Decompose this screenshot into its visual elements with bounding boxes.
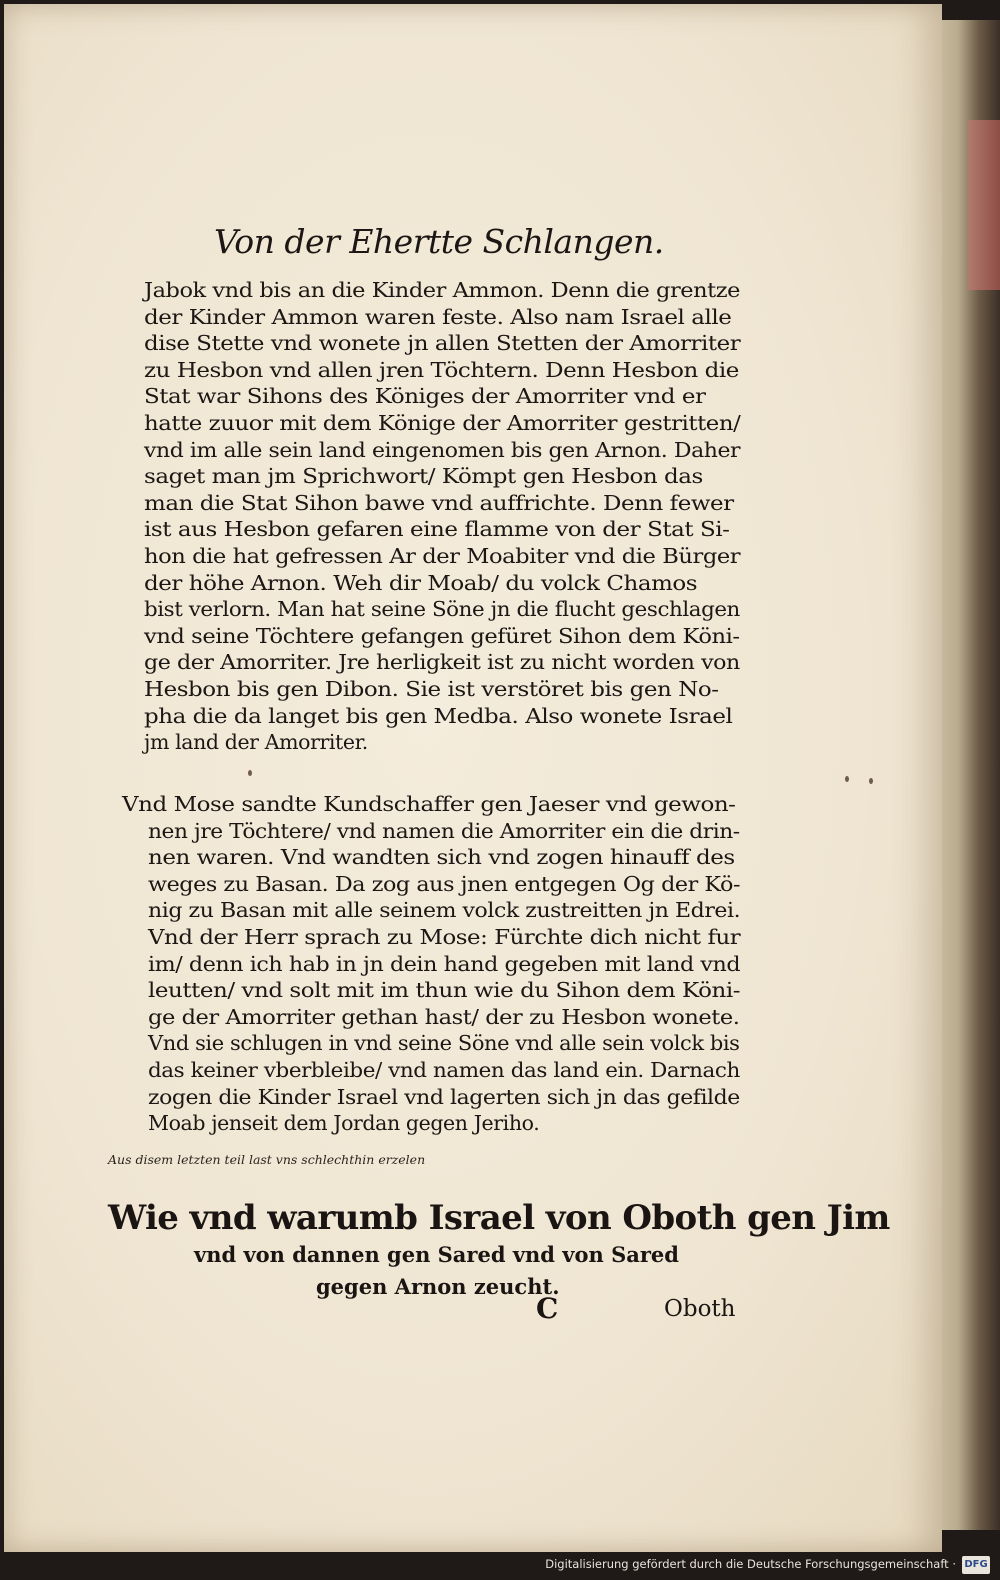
text-line: leutten/ vnd solt mit im thun wie du Sihon dem Köni-: [148, 978, 741, 1003]
text-line: hatte zuuor mit dem Könige der Amorriter gestritten/: [144, 411, 741, 435]
text-line: Hesbon bis gen Dibon. Sie ist verstöret bis gen No-: [144, 677, 719, 701]
catchword: Oboth: [664, 1296, 736, 1322]
footer-bar: [0, 1552, 1000, 1580]
book-page: [4, 4, 942, 1552]
text-line: saget man jm Sprichwort/ Kömpt gen Hesbon das: [144, 464, 703, 489]
red-bookmark-tab: [968, 120, 1000, 290]
text-line: nen jre Töchtere/ vnd namen die Amorriter ein die drin-: [148, 818, 740, 843]
text-line: ist aus Hesbon gefaren eine flamme von der Stat Si-: [144, 517, 730, 542]
text-line: zu Hesbon vnd allen jren Töchtern. Denn Hesbon die: [144, 357, 739, 382]
section-subtitle-line-1: vnd von dannen gen Sared vnd von Sared: [194, 1242, 679, 1267]
text-line: im/ denn ich hab in jn dein hand gegeben mit land vnd: [148, 951, 741, 976]
text-line: ge der Amorriter gethan hast/ der zu Hesbon wonete.: [148, 1004, 740, 1029]
text-line: Vnd der Herr sprach zu Mose: Fürchte dich nicht fur: [148, 925, 741, 949]
text-line: ge der Amorriter. Jre herligkeit ist zu nicht worden von: [144, 650, 740, 675]
text-line: zogen die Kinder Israel vnd lagerten sich jn das gefilde: [148, 1084, 740, 1109]
marginal-note: Aus disem letzten teil last vns schlechthin erzelen: [108, 1152, 426, 1167]
text-line: man die Stat Sihon bawe vnd auffrichte. Denn fewer: [144, 490, 734, 515]
text-line: nig zu Basan mit alle seinem volck zustreitten jn Edrei.: [148, 898, 741, 923]
text-line: der höhe Arnon. Weh dir Moab/ du volck Chamos: [144, 570, 698, 595]
dfg-logo[interactable]: DFG: [962, 1556, 990, 1574]
text-line: Moab jenseit dem Jordan gegen Jeriho.: [148, 1111, 540, 1136]
text-line: dise Stette vnd wonete jn allen Stetten der Amorriter: [144, 331, 741, 356]
text-line: pha die da langet bis gen Medba. Also wonete Israel: [144, 703, 733, 728]
section-subtitle-line-2: gegen Arnon zeucht.: [316, 1274, 560, 1299]
text-line: hon die hat gefressen Ar der Moabiter vnd die Bürger: [144, 544, 741, 568]
text-line: bist verlorn. Man hat seine Söne jn die flucht geschlagen: [144, 597, 740, 622]
footer-credit: Digitalisierung gefördert durch die Deutsche Forschungsgemeinschaft ·: [545, 1557, 956, 1571]
text-line: Stat war Sihons des Königes der Amorriter vnd er: [144, 384, 706, 409]
text-line: Vnd Mose sandte Kundschaffer gen Jaeser vnd gewon-: [122, 792, 736, 816]
section-title: Wie vnd warumb Israel von Oboth gen Jim: [108, 1198, 890, 1238]
text-line: weges zu Basan. Da zog aus jnen entgegen Og der Kö-: [148, 871, 741, 896]
text-line: Jabok vnd bis an die Kinder Ammon. Denn die grentze: [144, 278, 741, 302]
page-heading: Von der Ehertte Schlangen.: [214, 222, 664, 261]
text-line: jm land der Amorriter.: [144, 730, 368, 755]
text-line: nen waren. Vnd wandten sich vnd zogen hinauff des: [148, 845, 735, 870]
text-line: vnd im alle sein land eingenomen bis gen Arnon. Daher: [144, 437, 741, 462]
text-line: vnd seine Töchtere gefangen gefüret Sihon dem Köni-: [144, 623, 740, 648]
signature-mark: C: [536, 1292, 559, 1325]
text-line: das keiner vberbleibe/ vnd namen das land ein. Darnach: [148, 1058, 740, 1082]
text-line: Vnd sie schlugen in vnd seine Söne vnd alle sein volck bis: [148, 1031, 740, 1056]
text-line: der Kinder Ammon waren feste. Also nam Israel alle: [144, 304, 732, 329]
